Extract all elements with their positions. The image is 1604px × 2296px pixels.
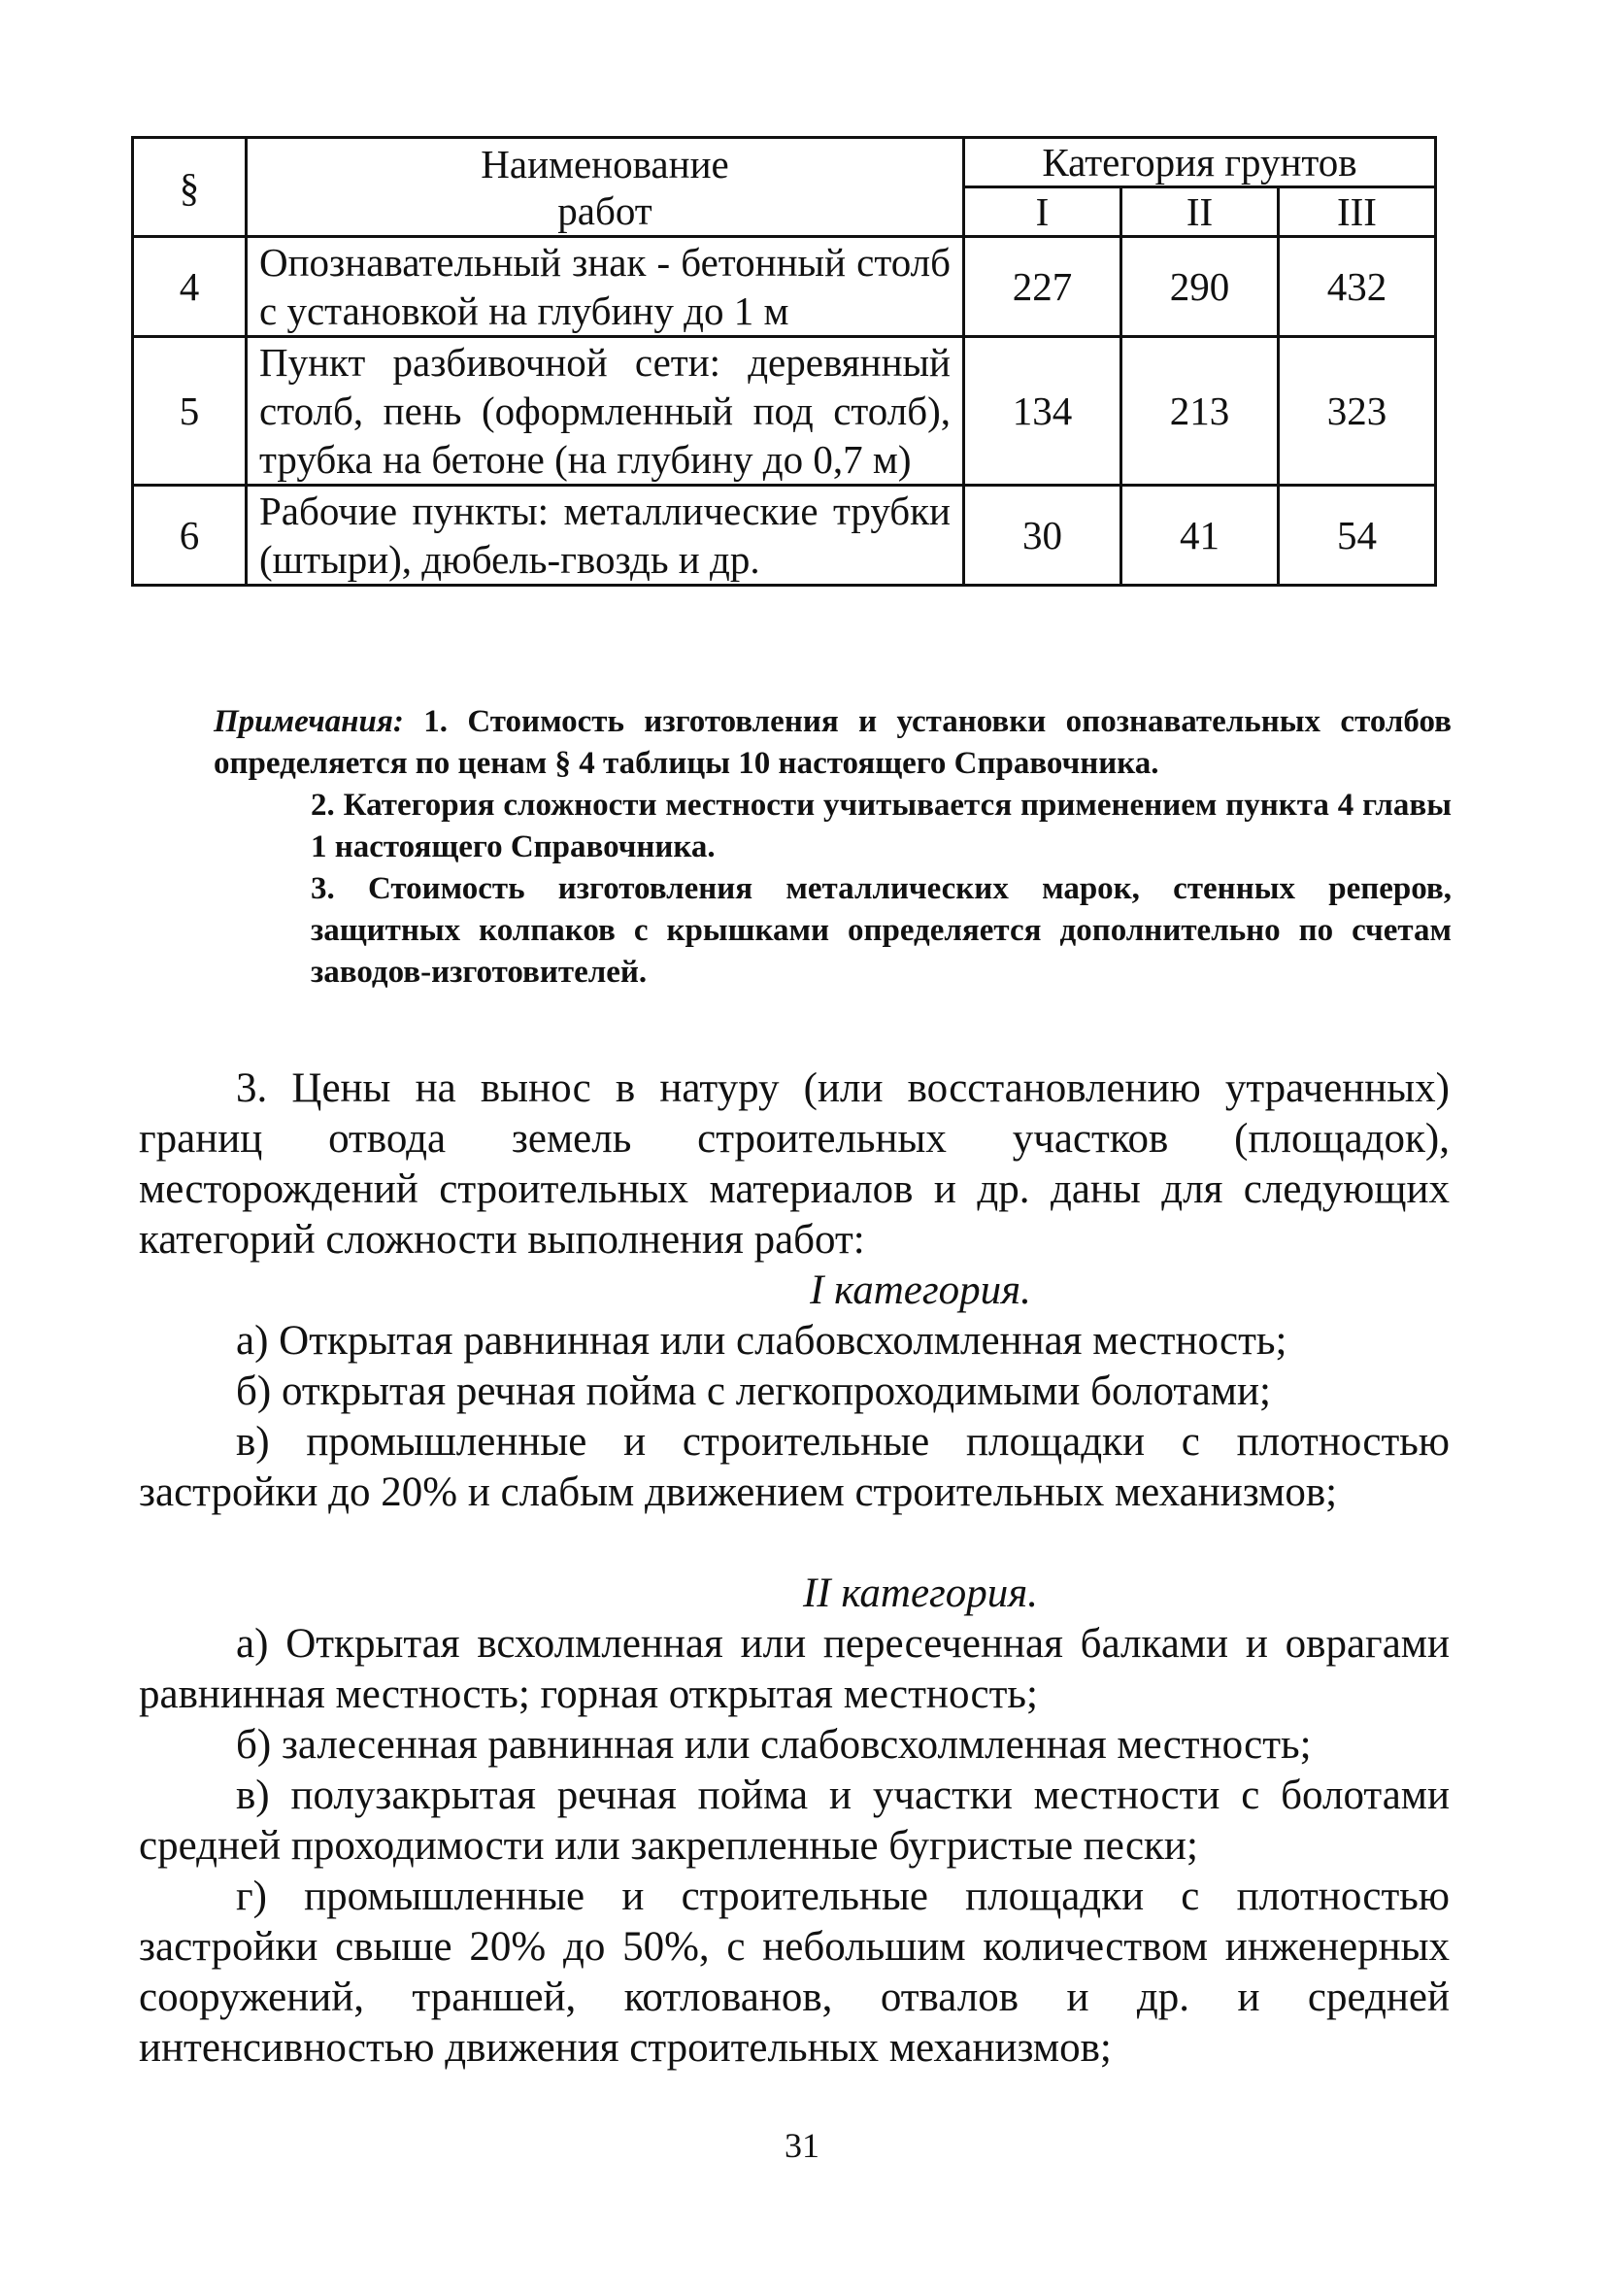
- row-value-cat1: 30: [964, 486, 1121, 586]
- header-name-line2: работ: [557, 187, 652, 233]
- category-1-item-b: б) открытая речная пойма с легкопроходимыми болотами;: [236, 1368, 1271, 1414]
- row-section: 6: [133, 486, 247, 586]
- note-1: [214, 701, 1452, 785]
- header-cat-3: III: [1278, 187, 1435, 237]
- row-value-cat1: 227: [964, 237, 1121, 337]
- category-2-item-d: г) промышленные и строительные площадки с плотностью застройки свыше 20% до 50%, с небольшим количеством инженерных сооружений, траншей, котлованов, отвалов и др. и средней интенсивностью движения строительных механизмов;: [139, 1874, 1450, 2071]
- notes-label: Примечания:: [214, 704, 404, 739]
- category-2-heading: II категория.: [802, 1570, 1039, 1616]
- paragraph-intro: 3. Цены на вынос в натуру (или восстановлению утраченных) границ отвода земель строительных участков (площадок), месторождений строительных материалов и др. даны для следующих категорий сложности выполнения работ:: [139, 1065, 1450, 1263]
- table-header-row: [133, 138, 1436, 187]
- header-name-line1: Наименование: [481, 141, 729, 186]
- row-value-cat3: 54: [1278, 486, 1435, 586]
- table-row: [133, 486, 1436, 586]
- row-section: 4: [133, 237, 247, 337]
- header-name: [247, 138, 964, 237]
- row-name: Рабочие пункты: металлические трубки (штыри), дюбель-гвоздь и др.: [247, 486, 964, 586]
- row-value-cat3: 323: [1278, 337, 1435, 486]
- row-value-cat3: 432: [1278, 237, 1435, 337]
- note-3: 3. Стоимость изготовления металлических марок, стенных реперов, защитных колпаков с крышками определяется дополнительно по счетам заводов-изготовителей.: [311, 871, 1452, 990]
- header-category: Категория грунтов: [964, 138, 1436, 187]
- row-value-cat2: 41: [1120, 486, 1278, 586]
- page-number: 31: [785, 2126, 819, 2165]
- header-section: §: [133, 138, 247, 237]
- category-2-item-a: а) Открытая всхолмленная или пересеченная балками и оврагами равнинная местность; горная открытая местность;: [139, 1621, 1450, 1717]
- header-cat-1: I: [964, 187, 1121, 237]
- note-2: 2. Категория сложности местности учитывается применением пункта 4 главы 1 настоящего Справочника.: [311, 788, 1452, 864]
- row-name: Пункт разбивочной сети: деревянный столб, пень (оформленный под столб), трубка на бетоне (на глубину до 0,7 м): [247, 337, 964, 486]
- body-text: [139, 1064, 1450, 2074]
- note-1-text: 1. Стоимость изготовления и установки опознавательных столбов определяется по ценам § 4 таблицы 10 настоящего Справочника.: [214, 704, 1452, 781]
- table-notes: [214, 701, 1452, 994]
- category-2-item-b: б) залесенная равнинная или слабовсхолмленная местность;: [236, 1722, 1312, 1768]
- category-2-item-c: в) полузакрытая речная пойма и участки местности с болотами средней проходимости или закрепленные бугристые пески;: [139, 1773, 1450, 1869]
- works-price-table: [131, 136, 1437, 587]
- row-section: 5: [133, 337, 247, 486]
- header-cat-2: II: [1120, 187, 1278, 237]
- spacer: [139, 1518, 1450, 1569]
- row-value-cat2: 213: [1120, 337, 1278, 486]
- category-1-item-a: а) Открытая равнинная или слабовсхолмленная местность;: [236, 1318, 1287, 1364]
- row-name: Опознавательный знак - бетонный столб с установкой на глубину до 1 м: [247, 237, 964, 337]
- row-value-cat2: 290: [1120, 237, 1278, 337]
- row-value-cat1: 134: [964, 337, 1121, 486]
- category-1-item-c: в) промышленные и строительные площадки с плотностью застройки до 20% и слабым движением строительных механизмов;: [139, 1419, 1450, 1515]
- table-row: [133, 237, 1436, 337]
- category-1-heading: I категория.: [810, 1267, 1031, 1313]
- table-row: [133, 337, 1436, 486]
